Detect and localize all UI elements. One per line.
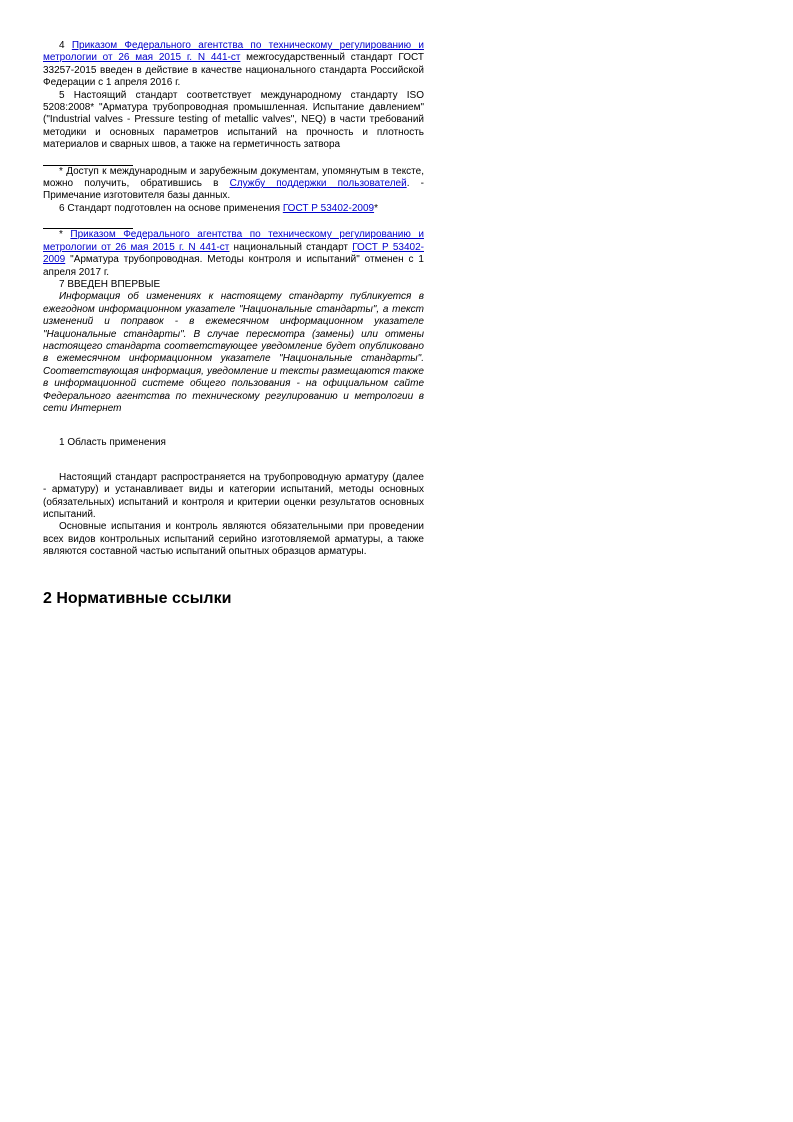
info-notice: Информация об изменениях к настоящему стандарту публикуется в ежегодном информационном указателе "Национальные стандарты", а текст изменений и поправок - в ежемесячном информационном указателе "Национальные стандарты". В случае пересмотра (замены) или отмены настоящего стандарта соответствующее уведомление будет опубликовано в ежемесячном информационном указателе "Национальные стандарты". Соответствующая информация, уведомление и тексты размещаются также в информационной системе общего пользования - на официальном сайте Федерального агентства по техническому регулированию и метрологии в сети Интернет bbox=[43, 291, 424, 414]
footnote-1: * Доступ к международным и зарубежным документам, упомянутым в тексте, можно получить, обратившись в Службу поддержки пользователей. - Примечание изготовителя базы данных. bbox=[43, 165, 424, 202]
item-6: 6 Стандарт подготовлен на основе применения ГОСТ Р 53402-2009* bbox=[59, 202, 378, 214]
item-4-text: межгосударственный стандарт ГОСТ 33257-2015 введен в действие в качестве национального стандарта Российской Федерации с 1 апреля 2016 г. bbox=[43, 52, 424, 89]
section-1-para-2: Основные испытания и контроль являются обязательными при проведении всех видов контрольных испытаний серийно изготовляемой арматуры, а также являются составной частью испытаний опытных образцов арматуры. bbox=[43, 521, 424, 558]
item-7: 7 ВВЕДЕН ВПЕРВЫЕ bbox=[59, 278, 161, 290]
item-4 bbox=[43, 40, 424, 90]
section-1-para-1: Настоящий стандарт распространяется на трубопроводную арматуру (далее - арматуру) и устанавливает виды и категории испытаний, методы основных (обязательных) испытаний и контроля и критерии оценки результатов основных испытаний. bbox=[43, 471, 424, 520]
support-link[interactable]: Службу поддержки пользователей bbox=[229, 178, 407, 190]
gost-53402-link-2[interactable]: ГОСТ Р 53402-2009 bbox=[43, 241, 424, 266]
item-number: 4 bbox=[59, 40, 65, 51]
footnote-2: * Приказом Федерального агентства по техническому регулированию и метрологии от 26 мая 2015 г. N 441-ст национальный стандарт ГОСТ Р 53402-2009 "Арматура трубопроводная. Методы контроля и испытаний" отменен с 1 апреля 2017 г. bbox=[43, 229, 424, 278]
item-5: 5 Настоящий стандарт соответствует международному стандарту ISO 5208:2008* "Арматура трубопроводная промышленная. Испытание давлением" ("Industrial valves - Pressure testing of metallic valves", NEQ) в части требований методики и основных параметров испытаний на прочность и плотность материалов и сварных швов, а также на герметичность затвора bbox=[43, 89, 424, 151]
order-link[interactable]: Приказом Федерального агентства по техническому регулированию и метрологии от 26 мая 2015 г. N 441-ст bbox=[43, 40, 424, 64]
section-2-heading: 2 Нормативные ссылки bbox=[43, 590, 232, 607]
section-1-heading: 1 Область применения bbox=[59, 437, 166, 449]
document-body bbox=[43, 40, 424, 559]
gost-53402-link[interactable]: ГОСТ Р 53402-2009 bbox=[282, 202, 375, 214]
order-link-2[interactable]: Приказом Федерального агентства по техническому регулированию и метрологии от 26 мая 2015 г. N 441-ст bbox=[43, 229, 424, 253]
